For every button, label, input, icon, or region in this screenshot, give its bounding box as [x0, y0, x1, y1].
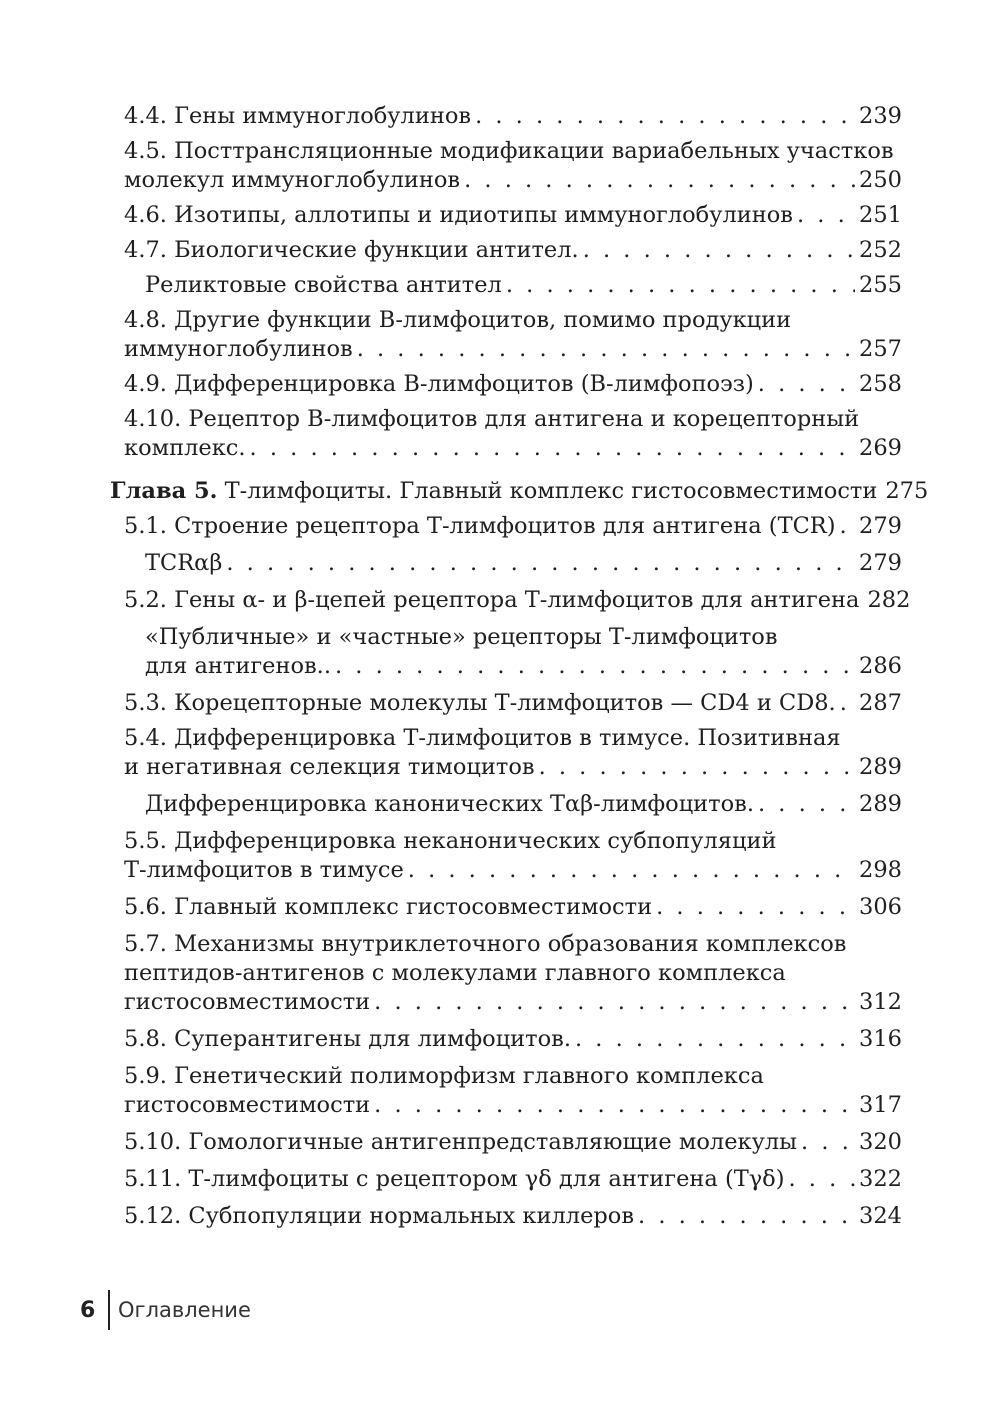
toc-entry-title: Реликтовые свойства антител — [145, 272, 502, 298]
toc-entry-title: 5.6. Главный комплекс гистосовместимости — [124, 894, 653, 920]
toc-entry-text — [124, 893, 652, 922]
toc-entry-line — [124, 724, 902, 753]
toc-entry — [110, 1062, 902, 1120]
toc-entry-line — [124, 512, 902, 541]
dot-leader — [226, 549, 855, 578]
table-of-contents — [110, 96, 929, 1231]
toc-entry-text — [110, 477, 877, 506]
dot-leader — [840, 689, 855, 718]
toc-entry — [110, 549, 902, 578]
toc-page-number: 287 — [859, 690, 902, 716]
toc-entry-title: 5.11. Т-лимфоциты с рецептором γδ для антигена (Тγδ) — [124, 1166, 785, 1192]
toc-entry — [110, 930, 902, 1017]
toc-entry-title: 5.5. Дифференцировка неканонических субпопуляций — [124, 828, 777, 854]
toc-entry-title: 5.4. Дифференцировка Т-лимфоцитов в тимусе. Позитивная — [124, 725, 841, 751]
toc-entry-title: комплекс. — [124, 435, 246, 461]
toc-page-number: 289 — [859, 754, 902, 780]
toc-entry-title: Т-лимфоцитов в тимусе — [124, 857, 404, 883]
toc-entry-line — [124, 201, 902, 230]
toc-entry-title: 4.9. Дифференцировка В-лимфоцитов (В-лимфопоэз) — [124, 371, 754, 397]
dot-leader — [583, 236, 855, 265]
toc-entry — [110, 893, 902, 922]
dot-leader — [374, 988, 855, 1017]
toc-entry-line — [124, 586, 911, 615]
toc-entry-text — [145, 652, 331, 681]
dot-leader — [656, 893, 855, 922]
dot-leader — [575, 1025, 855, 1054]
toc-entry — [110, 370, 902, 399]
toc-entry-text — [124, 1025, 571, 1054]
toc-page-number: 312 — [859, 989, 902, 1015]
page-number: 6 — [80, 1297, 96, 1323]
toc-entry — [110, 790, 902, 819]
toc-page-number: 257 — [859, 336, 902, 362]
toc-entry-line — [145, 790, 902, 819]
toc-page-number: 279 — [859, 550, 902, 576]
toc-entry-line — [124, 1091, 902, 1120]
toc-entry-line — [124, 102, 902, 131]
toc-entry-title: 4.10. Рецептор В-лимфоцитов для антигена и корецепторный — [124, 406, 860, 432]
toc-entry-title: 5.10. Гомологичные антигенпредставляющие молекулы — [124, 1129, 798, 1155]
toc-entry-text — [124, 988, 370, 1017]
toc-entry — [110, 201, 902, 230]
toc-entry — [110, 724, 902, 782]
toc-entry — [110, 137, 902, 195]
toc-entry-line — [145, 271, 902, 300]
toc-page-number: 250 — [859, 167, 902, 193]
toc-entry-title: 5.2. Гены α- и β-цепей рецептора Т-лимфоцитов для антигена — [124, 587, 860, 613]
toc-entry-text — [145, 549, 222, 578]
chapter-label: Глава 5. — [110, 478, 218, 504]
toc-entry-title: молекул иммуноглобулинов — [124, 167, 461, 193]
toc-entry-line — [145, 549, 902, 578]
toc-entry-text — [124, 1128, 797, 1157]
toc-entry-text — [124, 335, 353, 364]
dot-leader — [506, 271, 855, 300]
dot-leader — [374, 1091, 855, 1120]
dot-leader — [539, 753, 855, 782]
toc-entry — [110, 689, 902, 718]
toc-entry-title: 4.7. Биологические функции антител. — [124, 237, 579, 263]
toc-entry-text — [124, 370, 754, 399]
toc-entry — [110, 1165, 902, 1194]
dot-leader — [250, 434, 856, 463]
toc-page-number: 298 — [859, 857, 902, 883]
dot-leader — [335, 652, 855, 681]
dot-leader — [638, 1202, 855, 1231]
toc-page-number: 320 — [859, 1129, 902, 1155]
toc-page-number: 324 — [859, 1203, 902, 1229]
toc-entry-title: и негативная селекция тимоцитов — [124, 754, 535, 780]
dot-leader — [789, 1165, 856, 1194]
toc-entry — [110, 1202, 902, 1231]
toc-entry-title: 5.1. Строение рецептора Т-лимфоцитов для антигена (TCR) — [124, 513, 836, 539]
toc-entry-title: 4.5. Посттрансляционные модификации вариабельных участков — [124, 138, 894, 164]
toc-entry-title: 5.7. Механизмы внутриклеточного образования комплексов — [124, 931, 847, 957]
toc-entry-line — [124, 753, 902, 782]
dot-leader — [357, 335, 855, 364]
dot-leader — [758, 370, 855, 399]
toc-entry-text — [124, 201, 793, 230]
toc-entry — [110, 623, 902, 681]
toc-entry-line — [124, 166, 902, 195]
running-title: Оглавление — [118, 1298, 251, 1322]
toc-page-number: 316 — [859, 1026, 902, 1052]
toc-entry — [110, 586, 911, 615]
toc-entry-text — [124, 1202, 634, 1231]
toc-entry-title: 5.8. Суперантигены для лимфоцитов. — [124, 1026, 571, 1052]
toc-entry-title: 4.8. Другие функции В-лимфоцитов, помимо продукции — [124, 307, 792, 333]
toc-entry-line — [124, 137, 902, 166]
toc-entry-text — [124, 753, 535, 782]
toc-entry — [110, 477, 929, 506]
toc-entry-text — [124, 586, 859, 615]
toc-entry-text — [124, 689, 836, 718]
toc-entry-title: 5.12. Субпопуляции нормальных киллеров — [124, 1203, 635, 1229]
toc-entry-line — [145, 623, 902, 652]
dot-leader — [758, 790, 855, 819]
toc-entry-line — [110, 477, 929, 506]
toc-entry-text — [124, 236, 579, 265]
toc-entry-title: для антигенов.. — [145, 653, 331, 679]
toc-entry-title: 4.6. Изотипы, аллотипы и идиотипы иммуноглобулинов — [124, 202, 793, 228]
toc-page-number: 279 — [859, 513, 902, 539]
toc-entry-line — [124, 236, 902, 265]
toc-entry-line — [124, 827, 902, 856]
toc-entry-line — [124, 434, 902, 463]
toc-entry-line — [124, 335, 902, 364]
dot-leader — [801, 1128, 855, 1157]
toc-entry-text — [124, 512, 836, 541]
toc-entry-title: 5.9. Генетический полиморфизм главного комплекса — [124, 1063, 764, 1089]
toc-entry-text — [124, 856, 404, 885]
toc-entry-title: иммуноглобулинов — [124, 336, 353, 362]
toc-page-number: 239 — [859, 103, 902, 129]
toc-entry — [110, 102, 902, 131]
toc-page-number: 269 — [859, 435, 902, 461]
toc-entry-text — [124, 1165, 785, 1194]
toc-page-number: 258 — [859, 371, 902, 397]
toc-page-number: 289 — [859, 791, 902, 817]
toc-page-number: 255 — [859, 272, 902, 298]
toc-entry-title: гистосовместимости — [124, 1092, 371, 1118]
toc-entry-title: Дифференцировка канонических Тαβ-лимфоцитов. — [145, 791, 754, 817]
toc-entry-line — [124, 1128, 902, 1157]
toc-entry — [110, 236, 902, 265]
toc-entry-line — [124, 930, 902, 959]
toc-entry-line — [124, 988, 902, 1017]
footer-divider — [108, 1290, 110, 1330]
toc-entry-line — [124, 405, 902, 434]
toc-entry-line — [124, 856, 902, 885]
toc-page-number: 306 — [859, 894, 902, 920]
toc-entry-title: пептидов-антигенов с молекулами главного комплекса — [124, 960, 786, 986]
toc-page-number: 317 — [859, 1092, 902, 1118]
toc-page-number: 282 — [867, 587, 911, 613]
toc-entry-line — [124, 959, 902, 988]
toc-entry-title: гистосовместимости — [124, 989, 371, 1015]
dot-leader — [840, 512, 856, 541]
toc-page-number: 275 — [885, 478, 929, 504]
toc-entry-line — [124, 893, 902, 922]
toc-entry-line — [124, 1025, 902, 1054]
toc-entry-text — [145, 790, 754, 819]
toc-entry-line — [124, 689, 902, 718]
toc-entry-title: 5.3. Корецепторные молекулы Т-лимфоцитов — CD4 и CD8. — [124, 690, 836, 716]
toc-entry-text — [124, 102, 471, 131]
toc-entry-line — [124, 1062, 902, 1091]
toc-entry-line — [145, 652, 902, 681]
toc-entry-line — [124, 370, 902, 399]
dot-leader — [475, 102, 855, 131]
toc-entry — [110, 512, 902, 541]
toc-entry — [110, 1025, 902, 1054]
toc-entry-text — [124, 166, 460, 195]
toc-entry — [110, 827, 902, 885]
dot-leader — [464, 166, 855, 195]
toc-entry — [110, 1128, 902, 1157]
toc-entry-line — [124, 1202, 902, 1231]
page-footer — [80, 1290, 251, 1330]
toc-entry — [110, 306, 902, 364]
toc-entry-line — [124, 306, 902, 335]
toc-page-number: 322 — [859, 1166, 902, 1192]
toc-entry-line — [124, 1165, 902, 1194]
toc-entry-title: 4.4. Гены иммуноглобулинов — [124, 103, 472, 129]
toc-entry-title: Т-лимфоциты. Главный комплекс гистосовместимости — [224, 478, 878, 504]
toc-entry-title: TCRαβ — [145, 550, 223, 576]
toc-entry — [110, 405, 902, 463]
toc-entry-text — [145, 271, 502, 300]
toc-entry — [110, 271, 902, 300]
dot-leader — [797, 201, 855, 230]
toc-page-number: 252 — [859, 237, 902, 263]
toc-page-number: 286 — [859, 653, 902, 679]
toc-entry-title: «Публичные» и «частные» рецепторы Т-лимфоцитов — [145, 624, 778, 650]
toc-page-number: 251 — [859, 202, 902, 228]
toc-entry-text — [124, 1091, 370, 1120]
dot-leader — [408, 856, 855, 885]
toc-entry-text — [124, 434, 246, 463]
